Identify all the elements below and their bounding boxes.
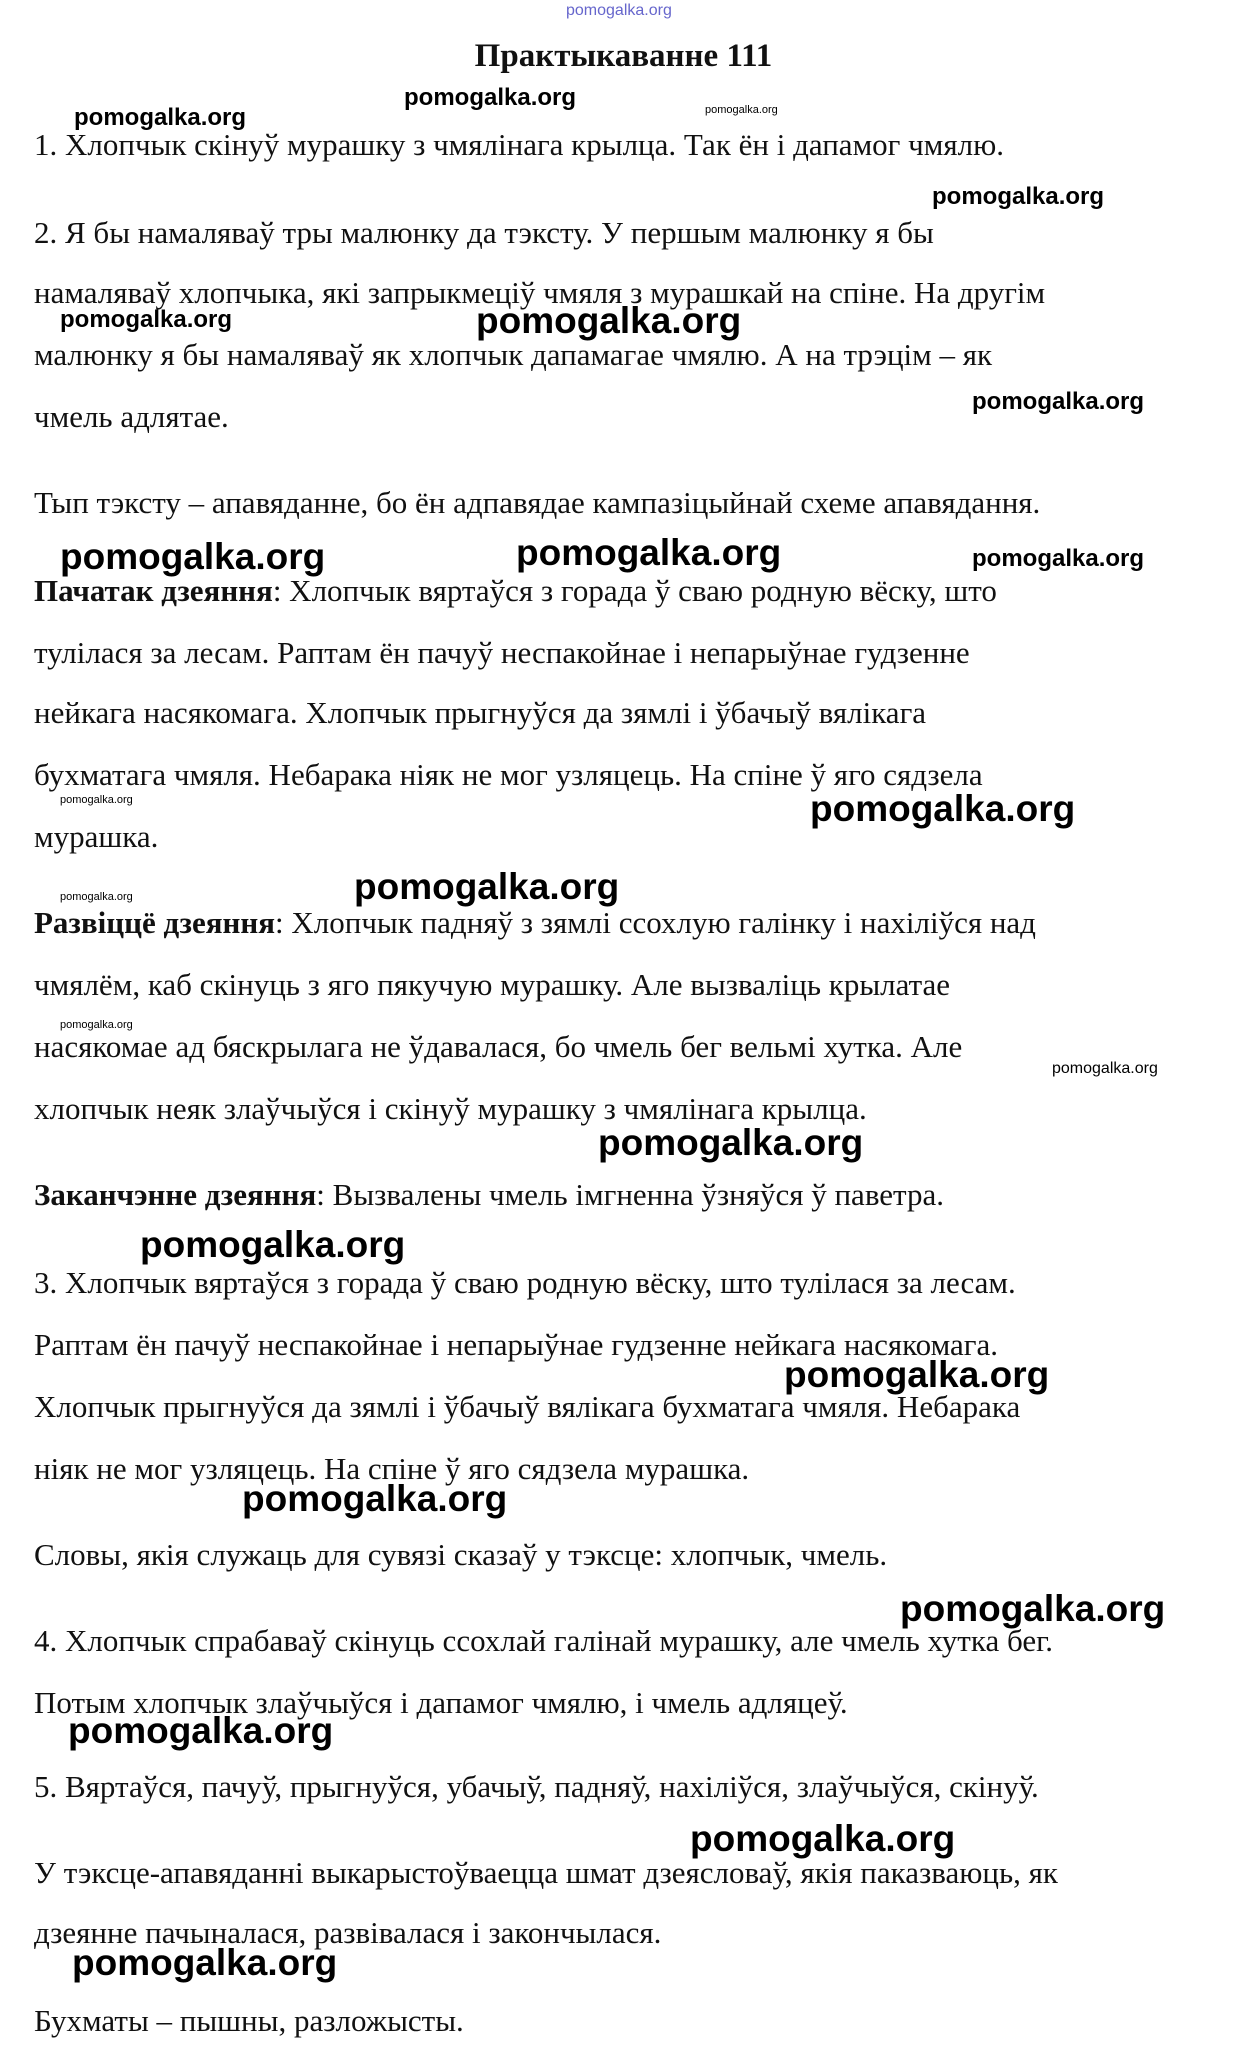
ending-label: Заканчэнне дзеяння	[34, 1177, 317, 1212]
watermark: pomogalka.org	[900, 1588, 1166, 1629]
development-line	[34, 906, 1224, 940]
beginning-line: нейкага насякомага. Хлопчык прыгнуўся да зямлі і ўбачыў вялікага	[34, 695, 927, 730]
linking-words-line: Словы, якія служаць для сувязі сказаў у тэксце: хлопчык, чмель.	[34, 1537, 888, 1572]
answer-3-line: ніяк не мог узляцець. На спіне ў яго сядзела мурашка.	[34, 1451, 750, 1486]
answer-2-line: 2. Я бы намаляваў тры малюнку да тэксту. У першым малюнку я бы	[34, 215, 934, 250]
development-line: насякомае ад бяскрылага не ўдавалася, бо чмель бег вельмі хутка. Але	[34, 1029, 963, 1064]
beginning-line: мурашка.	[34, 819, 159, 854]
answer-5-line: дзеянне пачыналася, развівалася і закончылася.	[34, 1915, 662, 1950]
development-text: : Хлопчык падняў з зямлі ссохлую галінку і нахіліўся над	[275, 905, 1036, 940]
watermark: pomogalka.org	[476, 300, 742, 341]
answer-4-line: 4. Хлопчык спрабаваў скінуць ссохлай галінай мурашку, але чмель хутка бег.	[34, 1623, 1054, 1658]
answer-4-line: Потым хлопчык злаўчыўся і дапамог чмялю, і чмель адляцеў.	[34, 1685, 848, 1720]
watermark: pomogalka.org	[784, 1354, 1050, 1395]
answer-3-line: Раптам ён пачуў неспакойнае і непарыўнае гудзенне нейкага насякомага.	[34, 1327, 998, 1362]
watermark: pomogalka.org	[1052, 1060, 1158, 1077]
watermark: pomogalka.org	[516, 532, 782, 573]
watermark: pomogalka.org	[140, 1224, 406, 1265]
development-line: хлопчык неяк злаўчыўся і скінуў мурашку з чмялінага крылца.	[34, 1091, 867, 1126]
answer-3-line: Хлопчык прыгнуўся да зямлі і ўбачыў вялікага бухматага чмяля. Небарака	[34, 1389, 1021, 1424]
ending-text: : Вызвалены чмель імгненна ўзняўся ў паветра.	[316, 1177, 944, 1212]
beginning-text: : Хлопчык вяртаўся з горада ў сваю родную вёску, што	[272, 573, 997, 608]
ending-line	[34, 1178, 1224, 1212]
watermark: pomogalka.org	[690, 1818, 956, 1859]
watermark: pomogalka.org	[972, 545, 1145, 572]
watermark: pomogalka.org	[60, 1019, 133, 1031]
watermark: pomogalka.org	[74, 104, 247, 131]
watermark: pomogalka.org	[72, 1942, 338, 1983]
beginning-line	[34, 574, 1224, 608]
answer-2-line: чмель адлятае.	[34, 399, 229, 434]
watermark: pomogalka.org	[404, 84, 577, 111]
answer-2-line: малюнку я бы намаляваў як хлопчык дапамагае чмялю. А на трэцім – як	[34, 337, 993, 372]
watermark: pomogalka.org	[68, 1710, 334, 1751]
answer-5-line: 5. Вяртаўся, пачуў, прыгнуўся, убачыў, падняў, нахіліўся, злаўчыўся, скінуў.	[34, 1769, 1039, 1804]
page-title: Практыкаванне 111	[474, 38, 773, 74]
beginning-line: бухматага чмяля. Небарака ніяк не мог узляцець. На спіне ў яго сядзела	[34, 757, 983, 792]
watermark: pomogalka.org	[810, 788, 1076, 829]
beginning-line: тулілася за лесам. Раптам ён пачуў неспакойнае і непарыўнае гудзенне	[34, 635, 970, 670]
answer-2-line: намаляваў хлопчыка, які запрыкмеціў чмяля з мурашкай на спіне. На другім	[34, 275, 1046, 310]
beginning-label: Пачатак дзеяння	[34, 573, 273, 608]
watermark: pomogalka.org	[60, 794, 133, 806]
watermark: pomogalka.org	[932, 183, 1105, 210]
definition-line: Бухматы – пышны, разложысты.	[34, 2003, 464, 2038]
answer-3-line: 3. Хлопчык вяртаўся з горада ў сваю родную вёску, што тулілася за лесам.	[34, 1265, 1016, 1300]
watermark: pomogalka.org	[598, 1122, 864, 1163]
watermark: pomogalka.org	[242, 1478, 508, 1519]
watermark: pomogalka.org	[60, 891, 133, 903]
answer-5-line: У тэксце-апавяданні выкарыстоўваецца шмат дзеясловаў, якія паказваюць, як	[34, 1855, 1058, 1890]
development-line: чмялём, каб скінуць з яго пякучую мурашку. Але вызваліць крылатае	[34, 967, 951, 1002]
development-label: Развіццё дзеяння	[34, 905, 276, 940]
answer-1: 1. Хлопчык скінуў мурашку з чмялінага крылца. Так ён і дапамог чмялю.	[34, 127, 1004, 162]
watermark: pomogalka.org	[972, 388, 1145, 415]
watermark: pomogalka.org	[60, 536, 326, 577]
watermark: pomogalka.org	[354, 866, 620, 907]
watermark: pomogalka.org	[566, 2, 672, 19]
text-type-line: Тып тэксту – апавяданне, бо ён адпавядае кампазіцыйнай схеме апавядання.	[34, 485, 1041, 520]
watermark: pomogalka.org	[705, 104, 778, 116]
watermark: pomogalka.org	[60, 306, 233, 333]
